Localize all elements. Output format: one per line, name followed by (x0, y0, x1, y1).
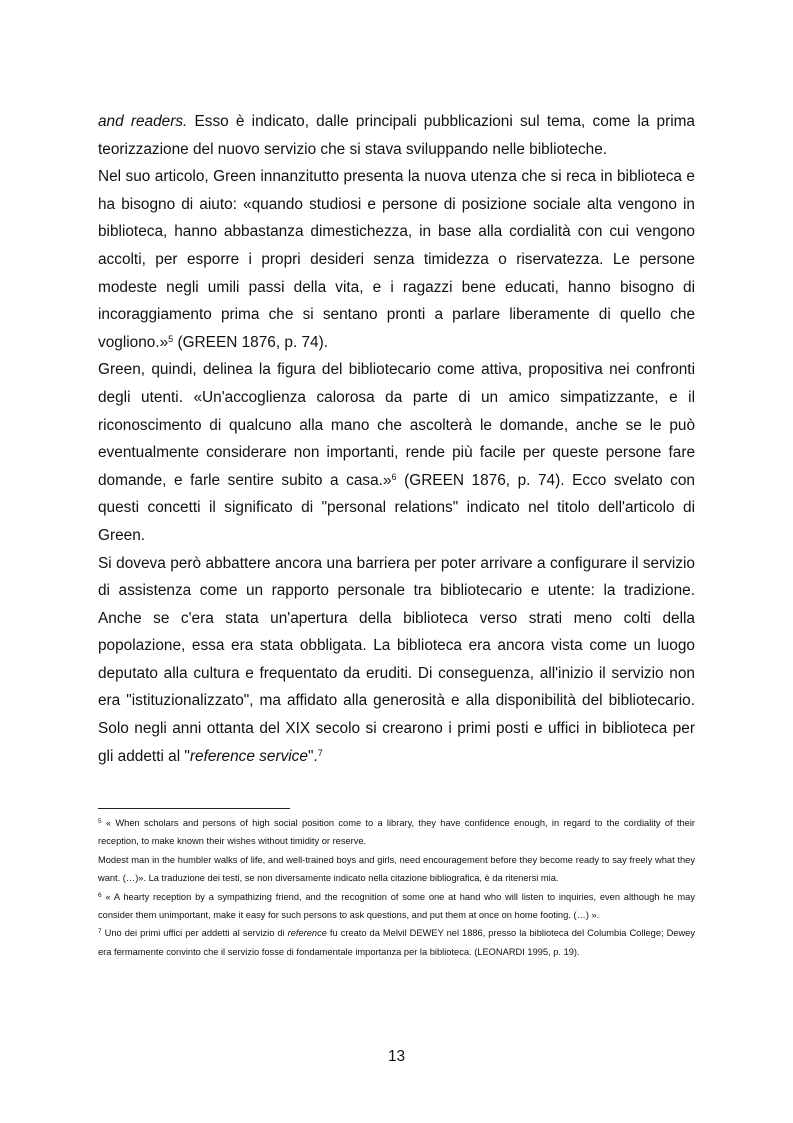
paragraph-3-text: Green, quindi, delinea la figura del bibliotecario come attiva, propositiva nei confronti degli utenti. «Un'accoglienza calorosa da parte di un amico simpatizzante, e il riconoscimento di qualcuno alla mano che ascolterà le domande, anche se le può eventualmente considerare non importanti, rende più facile per queste persone fare domande, e farle sentire subito a casa.» (98, 361, 695, 489)
paragraph-4-italic: reference service (189, 747, 308, 765)
paragraph-4-text: Si doveva però abbattere ancora una barriera per poter arrivare a configurare il servizio di assistenza come un rapporto personale tra bibliotecario e utente: la tradizione. Anche se c'era stata un'apertura della biblioteca verso strati meno colti della popolazione, essa era stata obbligata. La biblioteca era ancora vista come un luogo deputato alla cultura e frequentato da eruditi. Di conseguenza, all'inizio il servizio non era "istituzionalizzato", ma affidato alla generosità e alla disponibilità del bibliotecario. Solo negli anni ottanta del XIX secolo si crearono i primi posti e uffici in biblioteca per gli addetti al " (98, 554, 695, 765)
footnote-ref-5: 5 (168, 333, 174, 344)
page-number: 13 (387, 1048, 406, 1065)
paragraph-3-citation: (GREEN 1876, p. 74). Ecco svelato con questi concetti il significato di "personal relations" indicato nel titolo dell'articolo di Green. (98, 471, 695, 544)
footnotes (98, 814, 695, 961)
footnote-ref-7: 7 (317, 747, 323, 758)
footnote-number-7: 7 (98, 928, 102, 936)
footnote-7 (98, 924, 695, 961)
footnote-6 (98, 888, 695, 925)
footnote-5-text: « When scholars and persons of high social position come to a library, they have confidence enough, in regard to the cordiality of their reception, to make known their wishes without timidity or reserve. (98, 818, 695, 847)
footnote-6-text: « A hearty reception by a sympathizing friend, and the recognition of some one at hand who will listen to inquiries, even although he may consider them unimportant, make it easy for such persons to ask questions, and put them at once on home footing. (…) ». (98, 891, 695, 921)
paragraph-2-citation: (GREEN 1876, p. 74). (173, 333, 329, 351)
paragraph-4 (98, 550, 695, 771)
footnote-7-italic: reference (287, 928, 327, 939)
footnote-5-continued (98, 851, 695, 888)
footnote-number-6: 6 (98, 891, 102, 899)
paragraph-1 (98, 108, 695, 163)
body-text (98, 108, 695, 770)
footnote-5-text-2: Modest man in the humbler walks of life, and well-trained boys and girls, need encouragement before they become ready to say freely what they want. (…)». La traduzione dei testi, se non diversamente indicato nella citazione bibliografica, è da ritenersi mia. (98, 854, 695, 884)
paragraph-2-text: Nel suo articolo, Green innanzitutto presenta la nuova utenza che si reca in biblioteca e ha bisogno di aiuto: «quando studiosi e persone di posizione sociale alta vengono in biblioteca, hanno abbastanza dimestichezza, in base alla cordialità con cui vengono accolti, per esporre i propri desideri senza timidezza o riservatezza. Le persone modeste negli umili passi della vita, e i ragazzi bene educati, hanno bisogno di incoraggiamento prima che si sentano pronti a parlare liberamente di quello che vogliono.» (98, 168, 695, 351)
footnote-7-text: Uno dei primi uffici per addetti al servizio di (101, 928, 288, 939)
paragraph-1-text: Esso è indicato, dalle principali pubblicazioni sul tema, come la prima teorizzazione del nuovo servizio che si stava sviluppando nelle biblioteche. (98, 113, 695, 158)
footnote-7-text-2: fu creato da Melvil DEWEY nel 1886, presso la biblioteca del Columbia College; Dewey era fermamente convinto che il servizio fosse di fondamentale importanza per la biblioteca. (LEONARDI 1995, p. 19). (98, 928, 696, 957)
italic-lead: and readers. (98, 113, 188, 130)
paragraph-2 (98, 163, 695, 356)
paragraph-3 (98, 356, 695, 549)
paragraph-4-end: ". (307, 747, 318, 765)
footnote-5 (98, 814, 695, 851)
footnote-separator (98, 808, 290, 809)
footnote-ref-6: 6 (391, 471, 397, 482)
footnote-number-5: 5 (98, 818, 102, 825)
